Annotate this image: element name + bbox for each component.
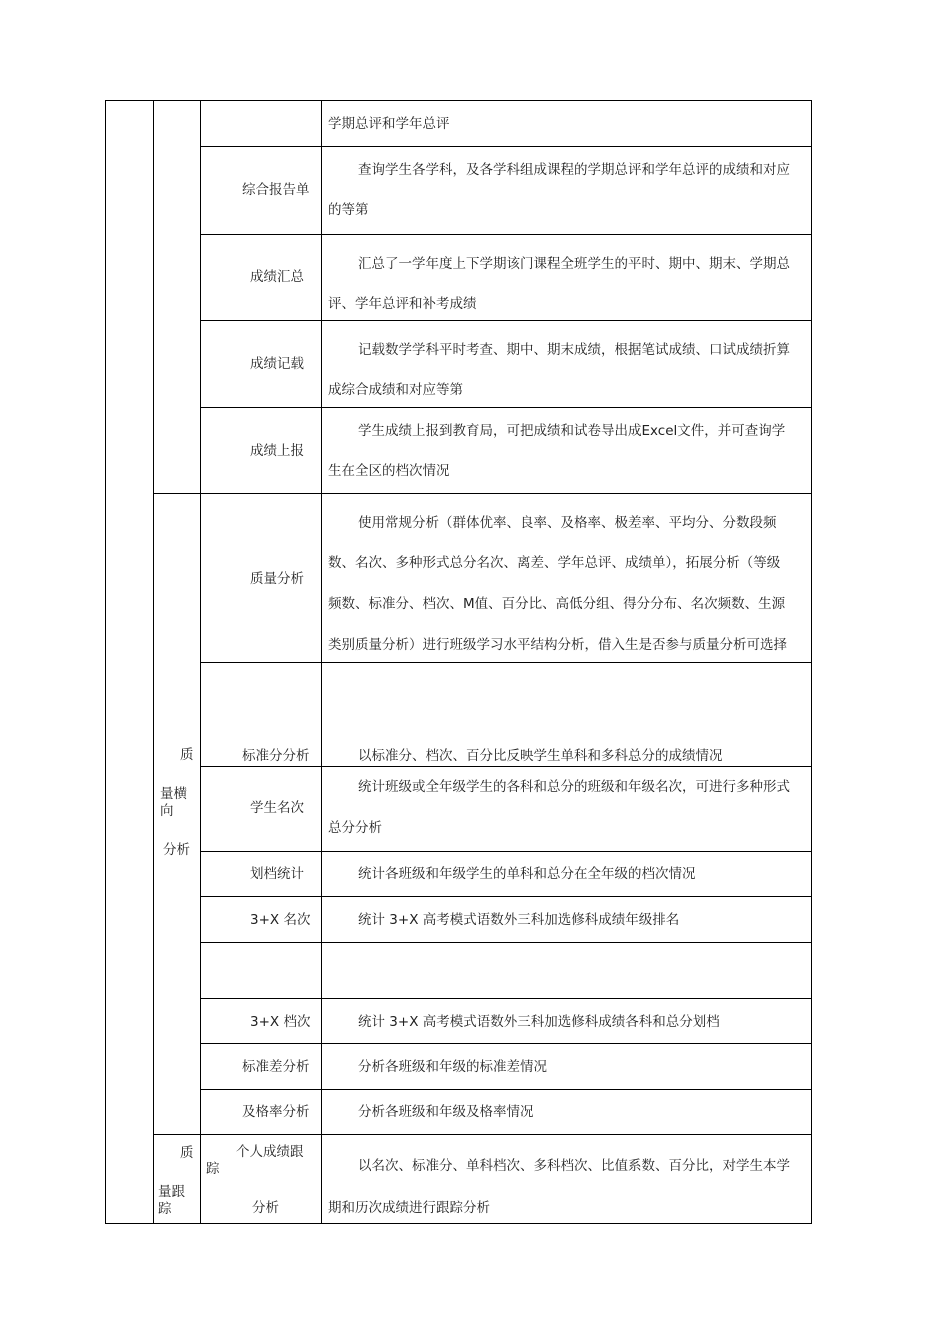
row-name: 标准分分析 [242, 748, 310, 764]
row-description: 的等第 [328, 202, 369, 218]
row-description: 评、学年总评和补考成绩 [328, 296, 477, 312]
row-name: 标准差分析 [242, 1059, 310, 1075]
row-description: 以名次、标准分、单科档次、多科档次、比值系数、百分比，对学生本学 [358, 1158, 790, 1174]
row-description: 以标准分、档次、百分比反映学生单科和多科总分的成绩情况 [358, 748, 723, 764]
row-description: 查询学生各学科，及各学科组成课程的学期总评和学年总评的成绩和对应 [358, 162, 790, 178]
row-name: 综合报告单 [242, 182, 310, 198]
row-description: 汇总了一学年度上下学期该门课程全班学生的平时、期中、期末、学期总 [358, 256, 790, 272]
row-name: 成绩记载 [250, 356, 304, 372]
row-description: 使用常规分析（群体优率、良率、及格率、极差率、平均分、分数段频 [358, 515, 777, 531]
row-name: 踪 [206, 1161, 220, 1177]
row-description: 分析各班级和年级及格率情况 [358, 1104, 534, 1120]
row-name: 学生名次 [250, 800, 304, 816]
row-name: 及格率分析 [242, 1104, 310, 1120]
row-description: 统计 3+X 高考模式语数外三科加选修科成绩年级排名 [358, 912, 680, 928]
row-description: 记载数学学科平时考查、期中、期末成绩，根据笔试成绩、口试成绩折算 [358, 342, 790, 358]
row-description: 学生成绩上报到教育局，可把成绩和试卷导出成Excel文件，并可查询学 [358, 423, 786, 439]
row-name: 分析 [252, 1200, 279, 1216]
row-description: 频数、标准分、档次、M值、百分比、高低分组、得分分布、名次频数、生源 [328, 596, 786, 612]
row-name: 质量分析 [250, 571, 304, 587]
row-description: 数、名次、多种形式总分名次、离差、学年总评、成绩单），拓展分析（等级 [328, 555, 781, 571]
row-name: 成绩汇总 [250, 269, 304, 285]
row-description: 期和历次成绩进行跟踪分析 [328, 1200, 490, 1216]
row-description: 统计班级或全年级学生的各科和总分的班级和年级名次，可进行多种形式 [358, 779, 790, 795]
row-description: 统计各班级和年级学生的单科和总分在全年级的档次情况 [358, 866, 696, 882]
row-name: 个人成绩跟 [236, 1144, 304, 1160]
row-name: 3+X 名次 [250, 912, 311, 928]
row-description: 学期总评和学年总评 [328, 116, 450, 132]
row-description: 生在全区的档次情况 [328, 463, 450, 479]
row-description: 类别质量分析）进行班级学习水平结构分析，借入生是否参与质量分析可选择 [328, 637, 787, 653]
row-description: 分析各班级和年级的标准差情况 [358, 1059, 547, 1075]
document-page: 质 量横 向 分析 质 量跟 踪 学期总评和学年总评 综合报告单 查询学生各学科，及各学科组成课程的学期总评和学年总评的成绩和对应 的等第 成绩汇总 汇总了一学年度上下学期该门课程全班学生的平时、期中、期末、学期总 评、学年总评和补考成绩 成绩记载 记载数学学科平时考查、期中、期末成绩，根据笔试成绩、口试成绩折算 成综合成绩和对应等第 成绩上报 学生成绩上报到教育局，可把成绩和试卷导出成Excel文件，并可查询学 生在全区的档次情况 质量分析 使用常规分析（群体优率、良率、及格率、极差率、平均分、分数段频 数、名次、多种形式总分名次、离差、学年总评、成绩单），拓展分析（等级 频数、标准分、档次、M值、百分比、高低分组、得分分布、名次频数、生源 类别质量分析）进行班级学习水平结构分析，借入生是否参与质量分析可选择 标准分分析 以标准分、档次、百分比反映学生单科和多科总分的成绩情况 学生名次 统计班级或全年级学生的各科和总分的班级和年级名次，可进行多种形式 总分分析 划档统计 统计各班级和年级学生的单科和总分在全年级的档次情况 3+X 名次 统计 3+X 高考模式语数外三科加选修科成绩年级排名 3+X 档次 统计 3+X 高考模式语数外三科加选修科成绩各科和总分划档 标准差分析 分析各班级和年级的标准差情况 及格率分析 分析各班级和年级及格率情况 个人成绩跟 踪 分析 以名次、标准分、单科档次、多科档次、比值系数、百分比，对学生本学 期和历次成绩进行跟踪分析 [0, 0, 950, 1344]
row-description: 统计 3+X 高考模式语数外三科加选修科成绩各科和总分划档 [358, 1014, 720, 1030]
row-name: 3+X 档次 [250, 1014, 311, 1030]
row-name: 划档统计 [250, 866, 304, 882]
row-description: 总分分析 [328, 820, 382, 836]
row-name: 成绩上报 [250, 443, 304, 459]
row-description: 成综合成绩和对应等第 [328, 382, 463, 398]
